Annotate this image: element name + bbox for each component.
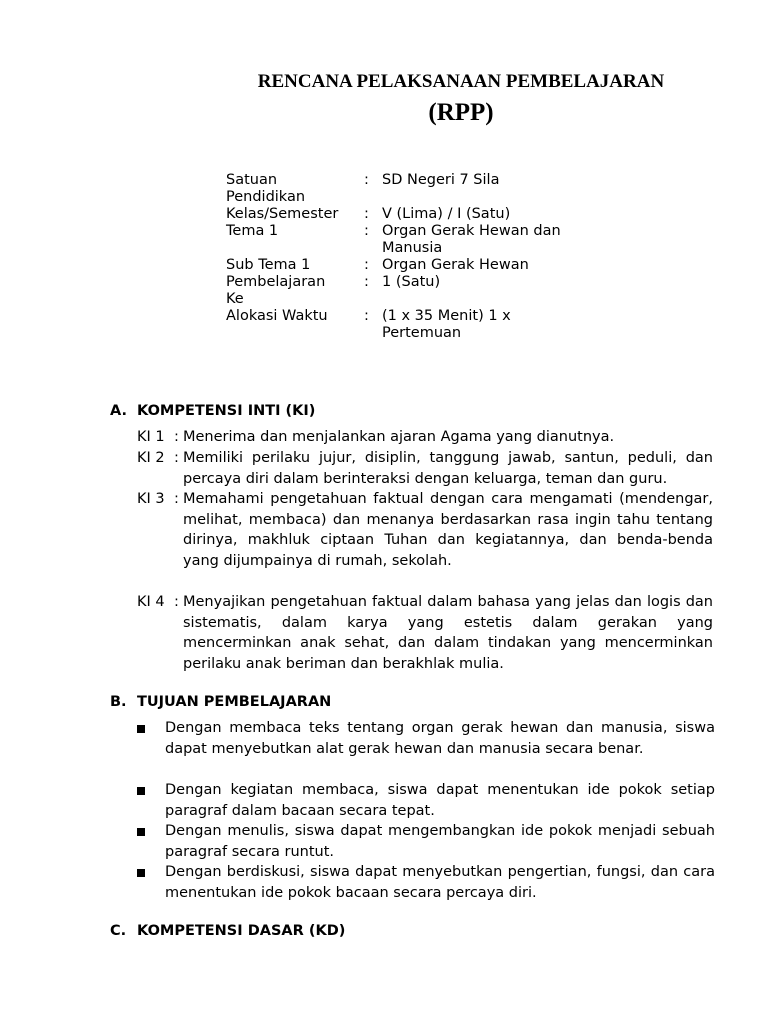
ki-text: Menerima dan menjalankan ajaran Agama yang dianutnya. xyxy=(183,429,615,445)
document-title: RENCANA PELAKSANAAN PEMBELAJARAN xyxy=(257,71,665,92)
identity-colon: : xyxy=(364,308,369,324)
bullet-square-icon xyxy=(137,828,145,836)
ki-text: Memiliki perilaku jujur, disiplin, tanggung jawab, santun, peduli, dan percaya diri dalam berinteraksi dengan keluarga, teman dan guru. xyxy=(183,450,713,487)
objective-text: Dengan kegiatan membaca, siswa dapat menentukan ide pokok setiap paragraf dalam bacaan secara tepat. xyxy=(165,782,715,819)
ki-text: Memahami pengetahuan faktual dengan cara mengamati (mendengar, melihat, membaca) dan menanya berdasarkan rasa ingin tahu tentang dirinya, makhluk ciptaan Tuhan dan kegiatannya, dan benda-benda yang dijumpainya di rumah, sekolah. xyxy=(183,491,713,570)
identity-value: Organ Gerak Hewan xyxy=(382,257,529,273)
identity-value: (1 x 35 Menit) 1 x Pertemuan xyxy=(382,308,511,341)
identity-label: Sub Tema 1 xyxy=(226,257,311,273)
section-a-heading xyxy=(110,403,315,419)
identity-label: Tema 1 xyxy=(226,223,279,239)
identity-colon: : xyxy=(364,223,369,239)
ki-label: KI 1 xyxy=(137,429,165,445)
identity-colon: : xyxy=(364,206,369,222)
identity-value: Organ Gerak Hewan dan Manusia xyxy=(382,223,561,256)
identity-colon: : xyxy=(364,257,369,273)
objective-text: Dengan berdiskusi, siswa dapat menyebutkan pengertian, fungsi, dan cara menentukan ide pokok bacaan secara percaya diri. xyxy=(165,864,715,901)
section-title: KOMPETENSI INTI (KI) xyxy=(137,403,316,419)
section-letter: B. xyxy=(110,694,127,710)
objective-text: Dengan menulis, siswa dapat mengembangkan ide pokok menjadi sebuah paragraf secara runtut. xyxy=(165,823,715,860)
ki-text: Menyajikan pengetahuan faktual dalam bahasa yang jelas dan logis dan sistematis, dalam karya yang estetis dalam gerakan yang mencerminkan anak sehat, dan dalam tindakan yang mencerminkan perilaku anak beriman dan berakhlak mulia. xyxy=(183,594,713,673)
bullet-square-icon xyxy=(137,787,145,795)
document-subtitle: (RPP) xyxy=(428,99,494,126)
section-title: TUJUAN PEMBELAJARAN xyxy=(137,694,332,710)
identity-label: Satuan Pendidikan xyxy=(226,172,306,205)
ki-label: KI 2 xyxy=(137,450,165,466)
identity-value: 1 (Satu) xyxy=(382,274,441,290)
identity-value: V (Lima) / I (Satu) xyxy=(382,206,511,222)
ki-colon: : xyxy=(174,450,179,466)
bullet-square-icon xyxy=(137,725,145,733)
identity-label: Alokasi Waktu xyxy=(226,308,328,324)
identity-colon: : xyxy=(364,172,369,188)
section-letter: A. xyxy=(110,403,127,419)
section-title: KOMPETENSI DASAR (KD) xyxy=(137,923,346,939)
section-letter: C. xyxy=(110,923,127,939)
section-c-heading xyxy=(110,923,345,939)
section-b-heading xyxy=(110,694,331,710)
objective-text: Dengan membaca teks tentang organ gerak hewan dan manusia, siswa dapat menyebutkan alat gerak hewan dan manusia secara benar. xyxy=(165,720,715,757)
ki-label: KI 4 xyxy=(137,594,165,610)
bullet-square-icon xyxy=(137,869,145,877)
identity-label: Kelas/Semester xyxy=(226,206,339,222)
identity-value: SD Negeri 7 Sila xyxy=(382,172,500,188)
ki-colon: : xyxy=(174,491,179,507)
ki-colon: : xyxy=(174,594,179,610)
identity-label: Pembelajaran Ke xyxy=(226,274,326,307)
identity-colon: : xyxy=(364,274,369,290)
ki-label: KI 3 xyxy=(137,491,165,507)
ki-colon: : xyxy=(174,429,179,445)
